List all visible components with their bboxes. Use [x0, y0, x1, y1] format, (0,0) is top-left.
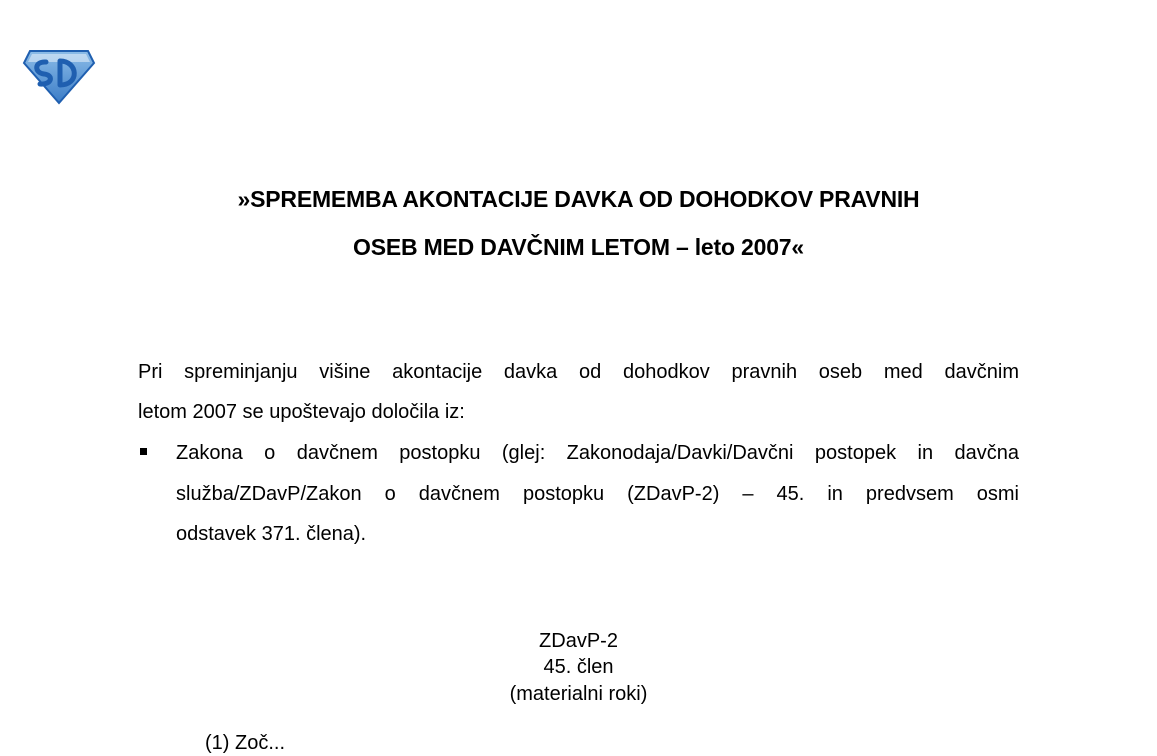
- intro-paragraph-line-1: Pri spreminjanju višine akontacije davka od dohodkov pravnih oseb med davčnim: [138, 361, 1019, 383]
- article-law-name: ZDavP-2: [539, 630, 618, 652]
- bullet-item-line-1: Zakona o davčnem postopku (glej: Zakonodaja/Davki/Davčni postopek in davčna: [176, 442, 1019, 464]
- sd-shield-logo-icon: [22, 47, 96, 105]
- square-bullet-icon: [140, 448, 147, 455]
- intro-paragraph-line-2: letom 2007 se upoštevajo določila iz:: [138, 401, 465, 423]
- document-title-line-2: OSEB MED DAVČNIM LETOM – leto 2007«: [353, 234, 804, 260]
- article-number: 45. člen: [543, 656, 614, 678]
- cut-off-text-line: (1) Zoč...: [205, 732, 286, 754]
- bullet-item-line-2: služba/ZDavP/Zakon o davčnem postopku (ZDavP-2) – 45. in predvsem osmi: [176, 483, 1019, 505]
- article-heading: (materialni roki): [509, 683, 648, 705]
- document-title-line-1: »SPREMEMBA AKONTACIJE DAVKA OD DOHODKOV PRAVNIH: [237, 186, 920, 212]
- bullet-item-line-3: odstavek 371. člena).: [176, 523, 367, 545]
